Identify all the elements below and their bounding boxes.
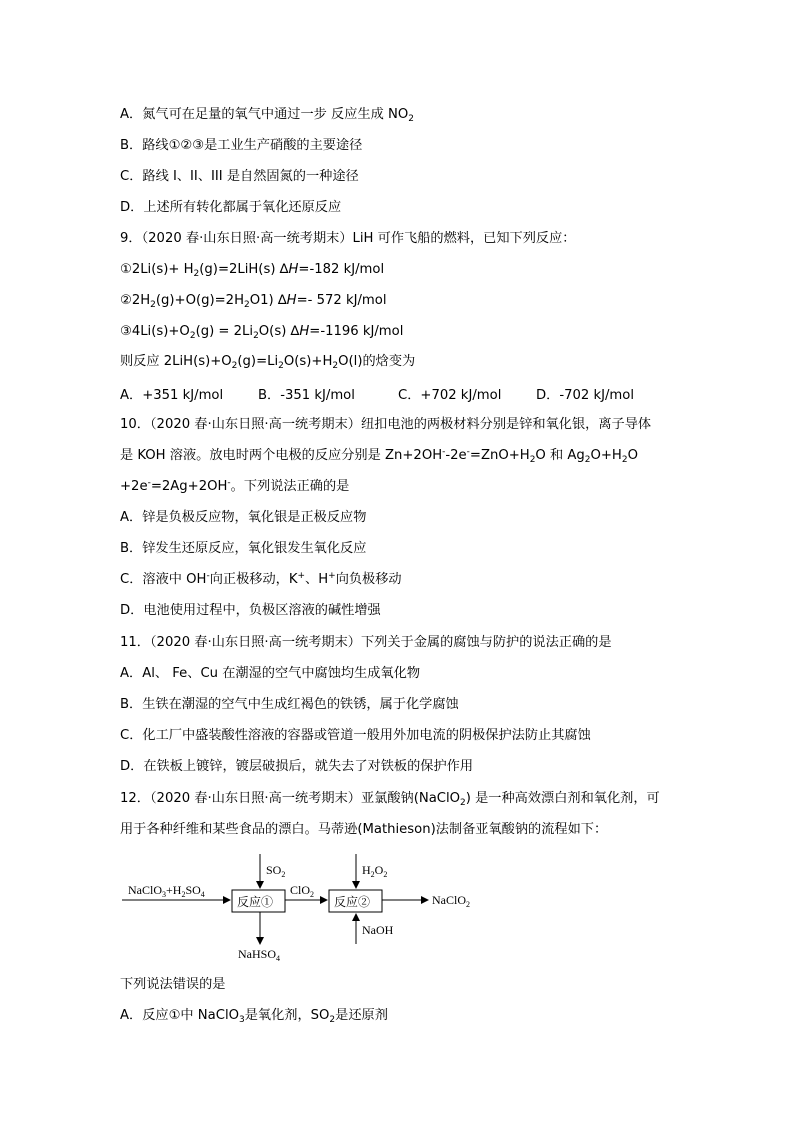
option-8a: A．氮气可在足量的氧气中通过一步 反应生成 $NO_2$ (120, 107, 414, 124)
option-10b: B．锌发生还原反应，氧化银发生氧化反应 (120, 541, 367, 556)
option-8c: C．路线 I、II、III 是自然固氮的一种途径 (120, 169, 359, 184)
question-12-prompt: 下列说法错误的是 (120, 977, 226, 992)
option-10d: D．电池使用过程中，负极区溶液的碱性增强 (120, 603, 381, 618)
question-9-options (120, 384, 680, 402)
option-9a: A．+351 kJ/mol (120, 388, 224, 403)
option-9b: B．-351 kJ/mol (258, 388, 355, 403)
question-11-stem: 11．（2020 春·山东日照·高一统考期末）下列关于金属的腐蚀与防护的说法正确的是 (120, 635, 612, 650)
clo2-label: ClO$_2$ (290, 883, 315, 899)
output-label: NaClO$_2$ (432, 893, 470, 909)
option-11c: C．化工厂中盛装酸性溶液的容器或管道一般用外加电流的阴极保护法防止其腐蚀 (120, 728, 591, 743)
option-10a: A．锌是负极反应物，氧化银是正极反应物 (120, 510, 367, 525)
flow-diagram (120, 852, 500, 962)
option-8d: D．上述所有转化都属于氧化还原反应 (120, 200, 342, 215)
naoh-label: NaOH (362, 923, 394, 937)
option-11b: B．生铁在潮湿的空气中生成红褐色的铁锈，属于化学腐蚀 (120, 697, 459, 712)
option-9c: C．+702 kJ/mol (398, 388, 502, 403)
reaction-3: $③4Li(s)+O_2(g) = 2Li_2O(s)$ ∆H=-1196 kJ/mol (120, 324, 404, 341)
option-11a: A．Al、 Fe、Cu 在潮湿的空气中腐蚀均生成氧化物 (120, 666, 421, 681)
so2-label: $SO_2$ (266, 863, 286, 879)
question-10-stem-1: 10．（2020 春·山东日照·高一统考期末）纽扣电池的两极材料分别是锌和氧化银，离子导体 (120, 417, 652, 432)
question-9-target: 则反应 $2LiH(s)+O_2(g)=Li_2O(s)+H_2O(l)$的焓变为 (120, 354, 416, 371)
reaction-1-label: 反应① (237, 895, 274, 909)
question-12-stem-1: 12．（2020 春·山东日照·高一统考期末）亚氯酸钠(NaClO$_2$) 是一种高效漂白剂和氧化剂，可 (120, 791, 660, 808)
question-12-stem-2: 用于各种纤维和某些食品的漂白。马蒂逊(Mathieson)法制备亚氧酸钠的流程如下： (120, 822, 608, 837)
reaction-1: ①2Li(s)+ $H_2(g)=2LiH(s)$ ∆H=-182 kJ/mol (120, 262, 385, 279)
nahso4-label: NaHSO$_4$ (238, 947, 280, 962)
question-9-stem: 9．（2020 春·山东日照·高一统考期末）LiH 可作飞船的燃料，已知下列反应： (120, 231, 576, 246)
reaction-2: $②2H_2(g)+O(g)=2H_2O1$) ∆H=- 572 kJ/mol (120, 293, 387, 310)
question-10-stem-2: 是 KOH 溶液。放电时两个电极的反应分别是 $Zn+2OH^--2e^-=ZnO+H_2O$ 和 $Ag_2O+H_2O$ (120, 447, 638, 465)
option-9d: D．-702 kJ/mol (536, 388, 635, 403)
option-10c: C．溶液中 OH-向正极移动，K+、H+向负极移动 (120, 571, 402, 587)
question-10-stem-3: +2e-=2Ag+2OH-。下列说法正确的是 (120, 478, 350, 494)
option-11d: D．在铁板上镀锌，镀层破损后，就失去了对铁板的保护作用 (120, 759, 474, 774)
reaction-2-label: 反应② (334, 895, 371, 909)
input-label: $NaClO_3+H_2SO_4$ (128, 883, 205, 899)
option-12a: A．反应①中 NaClO$_3$是氧化剂，$SO_2$是还原剂 (120, 1008, 388, 1025)
option-8b: B．路线①②③是工业生产硝酸的主要途径 (120, 138, 363, 153)
h2o2-label: $H_2O_2$ (362, 863, 388, 879)
